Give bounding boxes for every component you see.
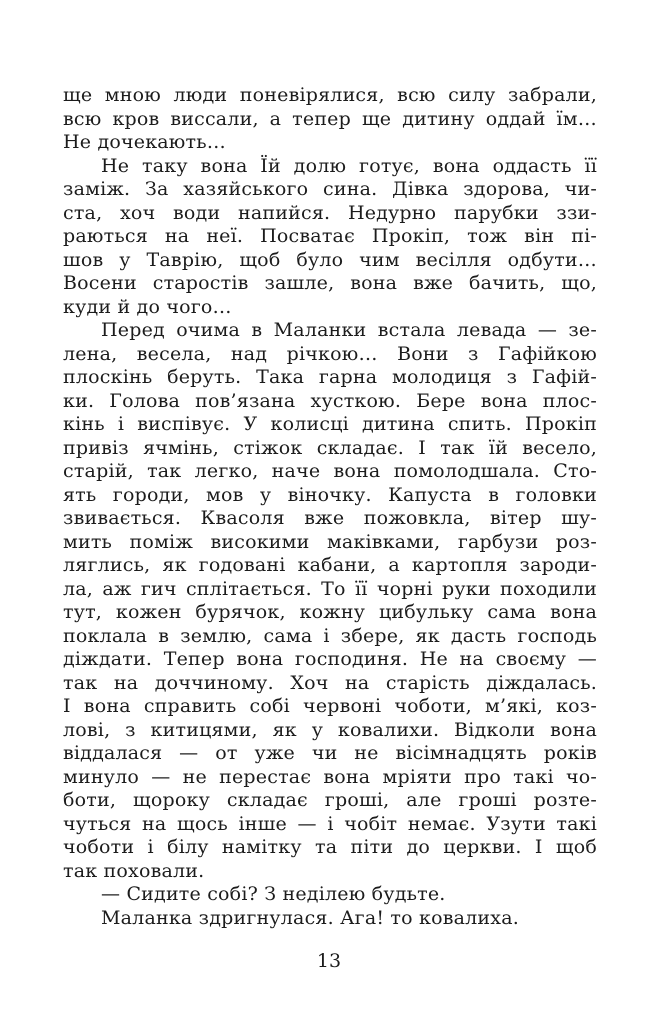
text-line: віддалася — от уже чи не вісімнадцять років [63, 742, 597, 764]
text-line: ще мною люди поневірялися, всю силу забрали, [63, 84, 597, 106]
text-line: мить поміж високими маківками, гарбузи роз- [63, 530, 597, 553]
text-line: ки. Голова пов’язана хусткою. Бере вона плос- [63, 389, 597, 412]
text-line: діждати. Тепер вона господиня. Не на своєму — [63, 648, 597, 670]
text-line: ять городи, мов у віночку. Капуста в головки [63, 483, 597, 506]
text-line: ста, хоч води напийся. Недурно парубки ззи- [63, 201, 597, 224]
text-line: привіз ячмінь, стіжок складає. І так їй весело, [63, 436, 597, 459]
text-line: Не таку вона Їй долю готує, вона оддасть її [101, 154, 597, 177]
text-line: чуться на щось інше — і чобіт немає. Узути такі [63, 812, 597, 835]
text-line: так поховали. [63, 859, 205, 882]
text-line: старій, так легко, наче вона помолодшала. Сто- [63, 460, 597, 482]
text-line: Восени старостів зашле, вона вже бачить, що, [63, 272, 597, 294]
text-line: Маланка здригнулася. Ага! то ковалиха. [101, 906, 519, 929]
text-line: боти, щороку складає гроші, але гроші розте- [63, 789, 597, 811]
page-number: 13 [316, 950, 342, 972]
text-block [63, 84, 597, 930]
text-line: минуло — не перестає вона мріяти про такі чо- [63, 765, 597, 788]
text-line: раються на неї. Посватає Прокіп, тож він пі- [63, 225, 597, 247]
text-line: Не дочекають… [63, 131, 226, 153]
text-line: чоботи і білу намітку та піти до церкви. І щоб [63, 836, 597, 858]
text-line: поклала в землю, сама і збере, як дасть господь [63, 624, 597, 647]
text-line: ляглись, як годовані кабани, а картопля зароди- [63, 554, 597, 576]
text-line: лена, весела, над річкою… Вони з Гафійкою [63, 342, 597, 365]
text-line: звивається. Квасоля вже пожовкла, вітер шу- [63, 507, 597, 529]
text-line: куди й до чого… [63, 295, 232, 318]
text-line: кінь і виспівує. У колисці дитина спить. Прокіп [63, 413, 597, 435]
text-line: всю кров виссали, а тепер ще дитину оддай їм… [63, 107, 597, 130]
text-line: тут, кожен бурячок, кожну цибульку сама вона [63, 601, 597, 623]
text-line: так на доччиному. Хоч на старість діждалась. [63, 671, 597, 694]
text-line: І вона справить собі червоні чоботи, м’які, коз- [63, 695, 597, 717]
text-line: заміж. За хазяйського сина. Дівка здорова, чи- [63, 178, 597, 200]
text-line: шов у Таврію, щоб було чим весілля одбути… [63, 248, 597, 271]
text-line: плоскінь беруть. Така гарна молодиця з Гафій- [63, 366, 597, 388]
text-line: лові, з китицями, як у ковалихи. Відколи вона [63, 718, 597, 741]
text-line: ла, аж гич сплітається. То її чорні руки походили [63, 577, 597, 600]
text-line: — Сидите собі? З неділею будьте. [101, 883, 446, 905]
text-line: Перед очима в Маланки встала левада — зе- [101, 319, 597, 341]
